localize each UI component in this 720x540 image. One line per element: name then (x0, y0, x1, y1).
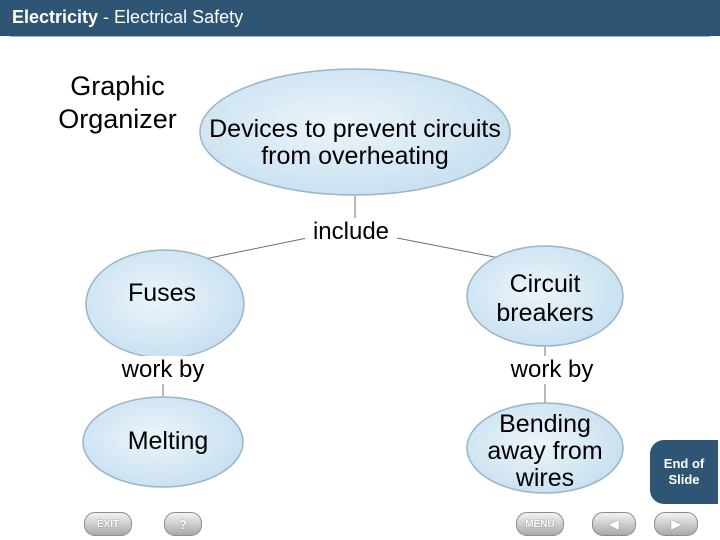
node-fuses-text: Fuses (127, 279, 197, 307)
help-button[interactable]: ? (164, 512, 202, 536)
node-melting-text: Melting (127, 427, 209, 455)
node-main-text: Devices to prevent circuits from overheating (209, 115, 501, 170)
node-breakers-text: Circuit breakers (496, 270, 594, 327)
header-subject: Electricity (12, 7, 99, 27)
end-of-slide-button[interactable]: End of Slide (650, 440, 718, 504)
header-separator: - (98, 7, 115, 27)
node-bending-text: Bending away from wires (487, 410, 603, 492)
link-work-by-left: work by (108, 356, 218, 384)
link-include: include (305, 218, 397, 246)
menu-button[interactable]: MENU (516, 512, 564, 536)
link-work-by-right: work by (497, 356, 607, 384)
back-arrow-icon[interactable]: ◀ (592, 512, 636, 536)
forward-arrow-icon[interactable]: ▶ (654, 512, 698, 536)
organizer-title: Graphic Organizer (58, 71, 177, 134)
exit-button[interactable]: EXIT (84, 512, 132, 536)
header-topic: Electrical Safety (114, 7, 244, 27)
